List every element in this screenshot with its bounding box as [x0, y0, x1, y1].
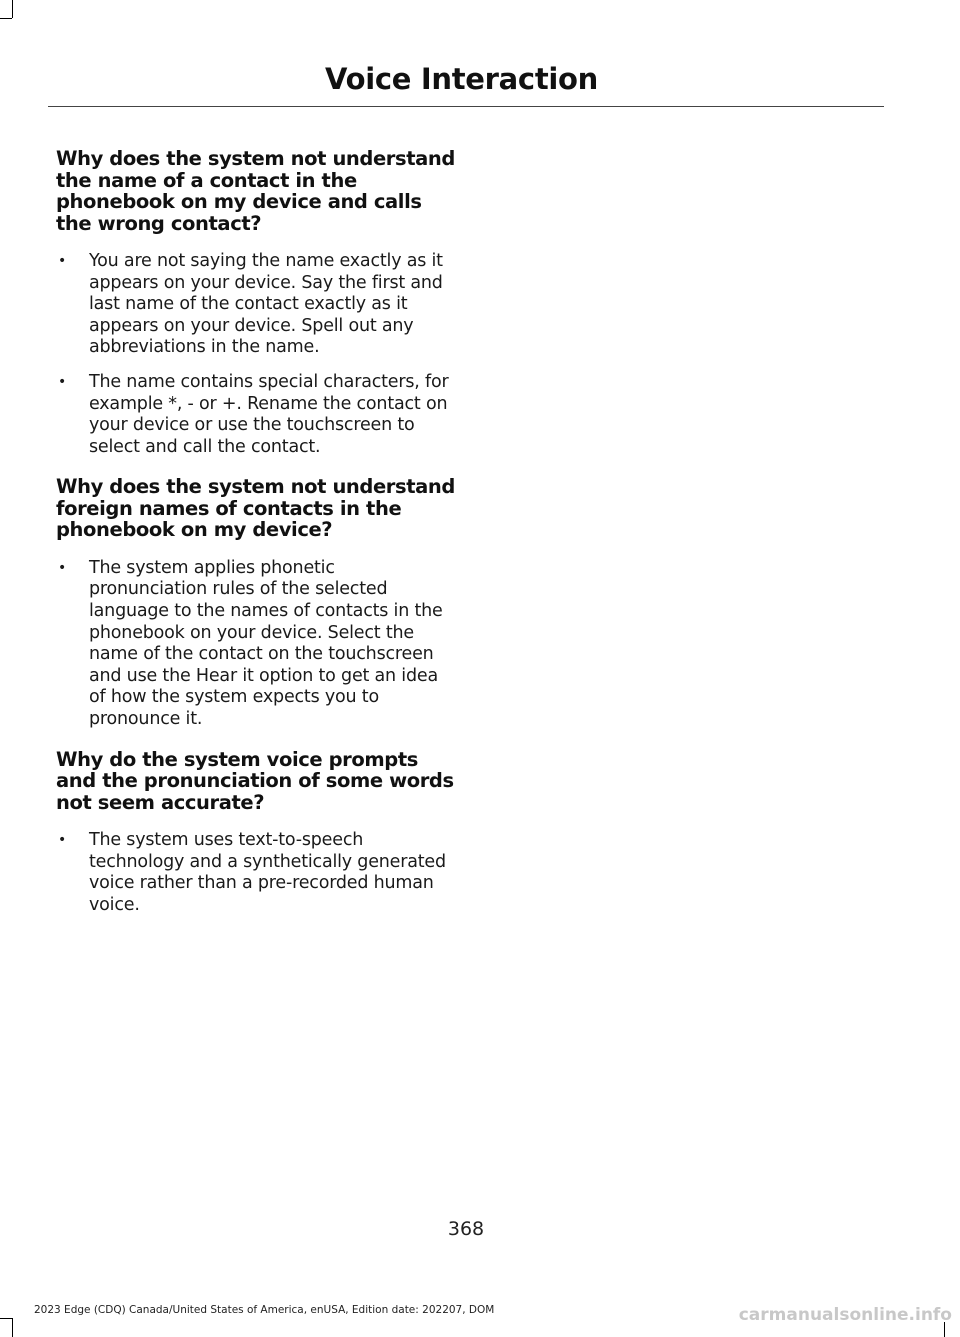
faq-section: [56, 148, 456, 458]
section-heading: Why do the system voice prompts and the pronunciation of some words not seem accurate?: [56, 747, 454, 814]
list-item: [56, 558, 456, 731]
bullet-list: [56, 251, 456, 458]
list-item: [56, 830, 456, 916]
bullet-icon: •: [58, 559, 67, 576]
crop-mark: [12, 0, 13, 18]
faq-section: [56, 749, 456, 917]
list-item: [56, 372, 456, 458]
list-item-text: You are not saying the name exactly as it appears on your device. Say the first and last name of the contact exactly as it appears on your device. Spell out any abbreviations in the name.: [89, 251, 443, 358]
page-title: Voice Interaction: [325, 62, 598, 96]
section-heading: Why does the system not understand foreign names of contacts in the phonebook on my device?: [56, 475, 455, 542]
footer-edition: 2023 Edge (CDQ) Canada/United States of America, enUSA, Edition date: 202207, DOM: [34, 1304, 495, 1316]
bullet-icon: •: [58, 832, 67, 849]
crop-mark: [12, 1318, 13, 1337]
section-heading: Why does the system not understand the name of a contact in the phonebook on my device and calls the wrong contact?: [56, 147, 455, 235]
bullet-list: [56, 830, 456, 916]
crop-mark: [0, 18, 12, 19]
list-item-text: The name contains special characters, for example *, - or +. Rename the contact on your device or use the touchscreen to select and call the contact.: [89, 371, 449, 457]
bullet-icon: •: [58, 373, 67, 390]
list-item-text: The system applies phonetic pronunciation rules of the selected language to the names of contacts in the phonebook on your device. Select the name of the contact on the touchscreen and use the Hear it option to get an idea of how the system expects you to pronounce it.: [89, 557, 443, 729]
page-number: 368: [447, 1218, 485, 1240]
bullet-icon: •: [58, 253, 67, 269]
bullet-list: [56, 558, 456, 731]
header-divider: [48, 106, 884, 107]
list-item-text: The system uses text-to-speech technology and a synthetically generated voice rather than a pre-recorded human voice.: [89, 830, 446, 915]
content-column: [56, 148, 456, 934]
watermark-link[interactable]: carmanualsonline.info: [738, 1305, 952, 1325]
crop-mark: [0, 1318, 12, 1319]
list-item: [56, 251, 456, 359]
faq-section: [56, 476, 456, 730]
